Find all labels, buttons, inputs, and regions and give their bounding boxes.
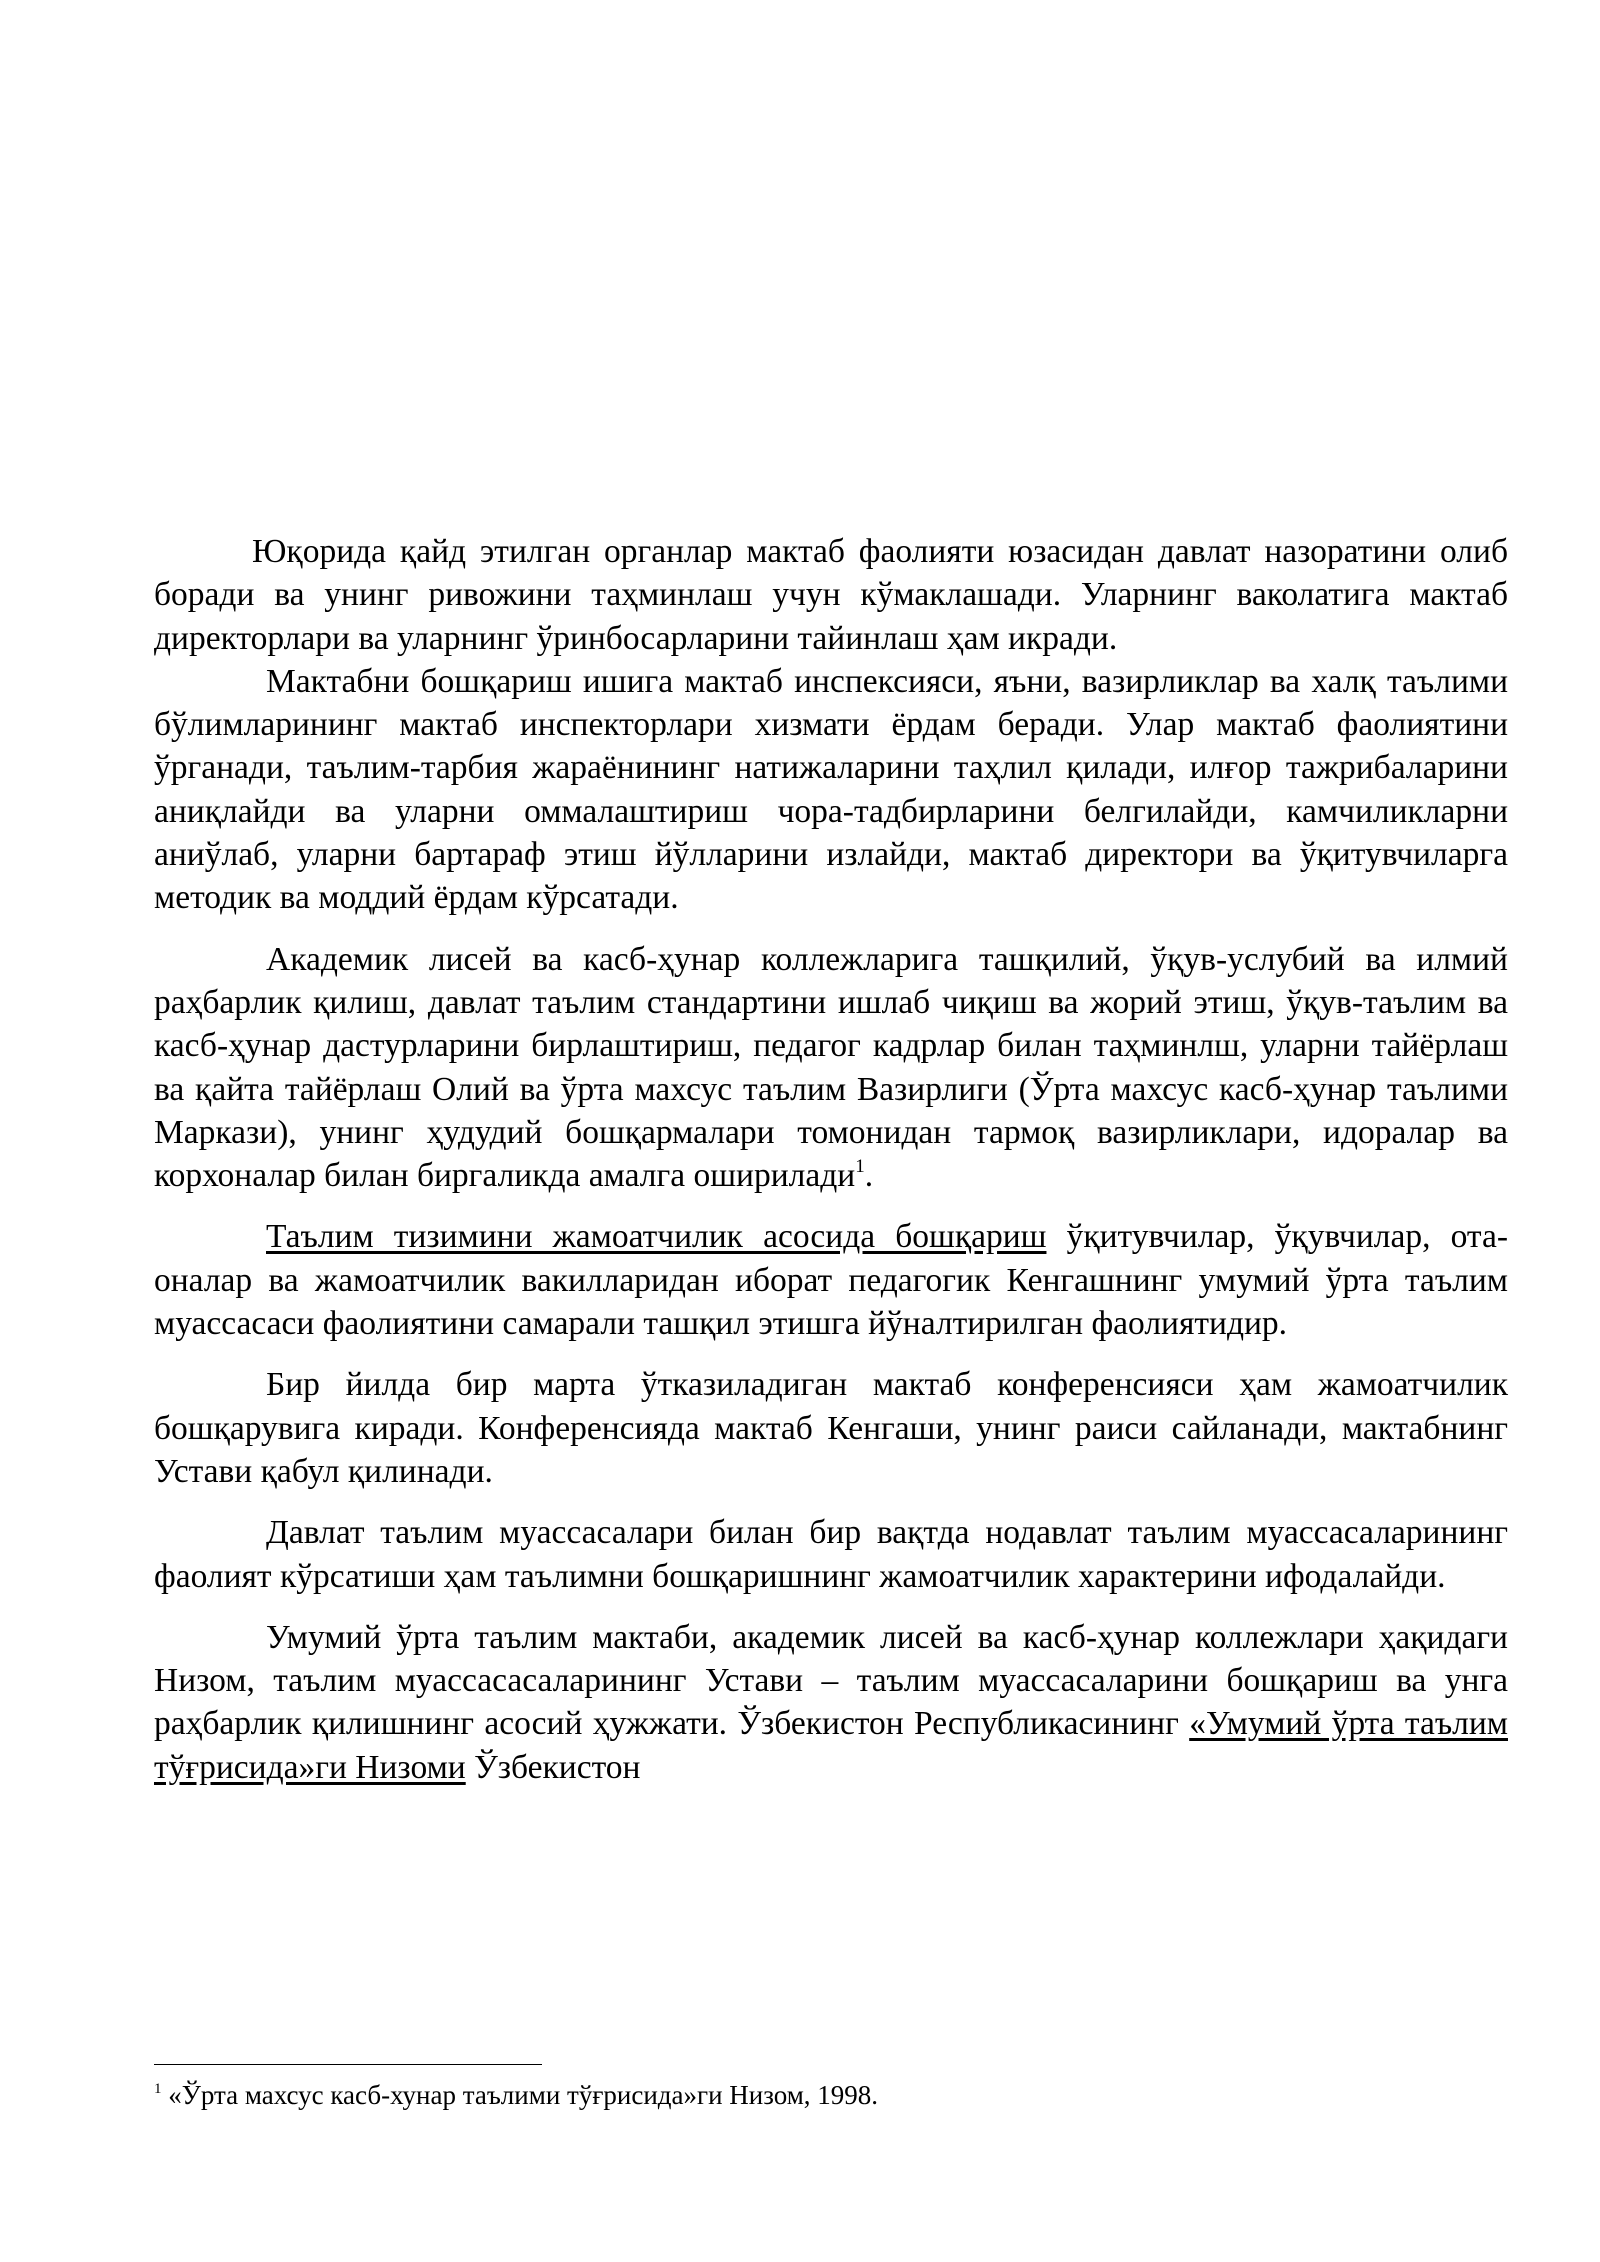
paragraph-6-text: Давлат таълим муассасалари билан бир вақтда нодавлат таълим муассасаларининг фаолият кўрсатиши ҳам таълимни бошқаришнинг жамоатчилик характерини ифодалайди. [154,1514,1508,1595]
paragraph-7-text: Умумий ўрта таълим мактаби, академик лисей ва касб-ҳунар коллежлари ҳақидаги Низом, таълим муассасасаларининг Устави – таълим муассасаларини бошқариш ва унга раҳбарлик қилишнинг асосий ҳужжати. Ўзбекистон Республикасининг [154,1618,1508,1743]
paragraph-3-end: . [864,1157,874,1195]
paragraph-7-end: Ўзбекистон [465,1748,641,1786]
paragraph-4 [154,1215,1508,1345]
paragraph-3 [154,938,1508,1198]
paragraph-6 [154,1511,1508,1598]
paragraph-5 [154,1363,1508,1493]
paragraph-1-text: Юқорида қайд этилган органлар мактаб фаолияти юзасидан давлат назоратини олиб боради ва унинг ривожини таҳминлаш учун кўмаклашади. Уларнинг ваколатига мактаб директорлари ва уларнинг ўринбосарларини тайинлаш ҳам икради. [154,533,1508,657]
paragraph-1 [154,530,1508,660]
paragraph-2-text: Мактабни бошқариш ишига мактаб инспексияси, яъни, вазирликлар ва халқ таълими бўлимларининг мактаб инспекторлари хизмати ёрдам беради. Улар мактаб фаолиятини ўрганади, таълим-тарбия жараёнининг натижаларини таҳлил қилади, илғор тажрибаларини аниқлайди ва уларни оммалаштириш чора-тадбирларини белгилайди, камчиликларни аниўлаб, уларни бартараф этиш йўлларини излайди, мактаб директори ва ўқитувчиларга методик ва моддий ёрдам кўрсатади. [154,662,1508,917]
footnote-number: 1 [154,2081,162,2097]
underlined-regulation-title: «Умумий ўрта таълим тўғрисида»ги Низоми [154,1705,1508,1786]
footnote [154,2078,878,2112]
paragraph-2 [154,660,1508,920]
paragraph-3-text: Академик лисей ва касб-ҳунар коллежларига ташқилий, ўқув-услубий ва илмий раҳбарлик қилиш, давлат таълим стандартини ишлаб чиқиш ва жорий этиш, ўқув-таълим ва касб-ҳунар дастурларини бирлаштириш, педагог кадрлар билан таҳминлш, уларни тайёрлаш ва қайта тайёрлаш Олий ва ўрта махсус таълим Вазирлиги (Ўрта махсус касб-ҳунар таълими Маркази), унинг ҳудудий бошқармалари томонидан тармоқ вазирликлари, идоралар ва корхоналар билан биргаликда амалга оширилади [154,940,1508,1195]
footnote-separator [154,2064,542,2065]
footnote-reference: 1 [855,1156,865,1178]
body-text [154,530,1508,1789]
paragraph-7 [154,1616,1508,1789]
paragraph-5-text: Бир йилда бир марта ўтказиладиган мактаб конференсияси ҳам жамоатчилик бошқарувига киради. Конференсияда мактаб Кенгаши, унинг раиси сайланади, мактабнинг Устави қабул қилинади. [154,1366,1508,1490]
footnote-text: «Ўрта махсус касб-хунар таълими тўғрисида»ги Низом, 1998. [161,2080,879,2110]
paragraph-4-text: ўқитувчилар, ўқувчилар, ота-оналар ва жамоатчилик вакилларидан иборат педагогик Кенгашнинг умумий ўрта таълим муассасаси фаолиятини самарали ташқил этишга йўналтирилган фаолиятидир. [154,1218,1508,1343]
underlined-term: Таълим тизимини жамоатчилик асосида бошқариш [266,1218,1047,1256]
